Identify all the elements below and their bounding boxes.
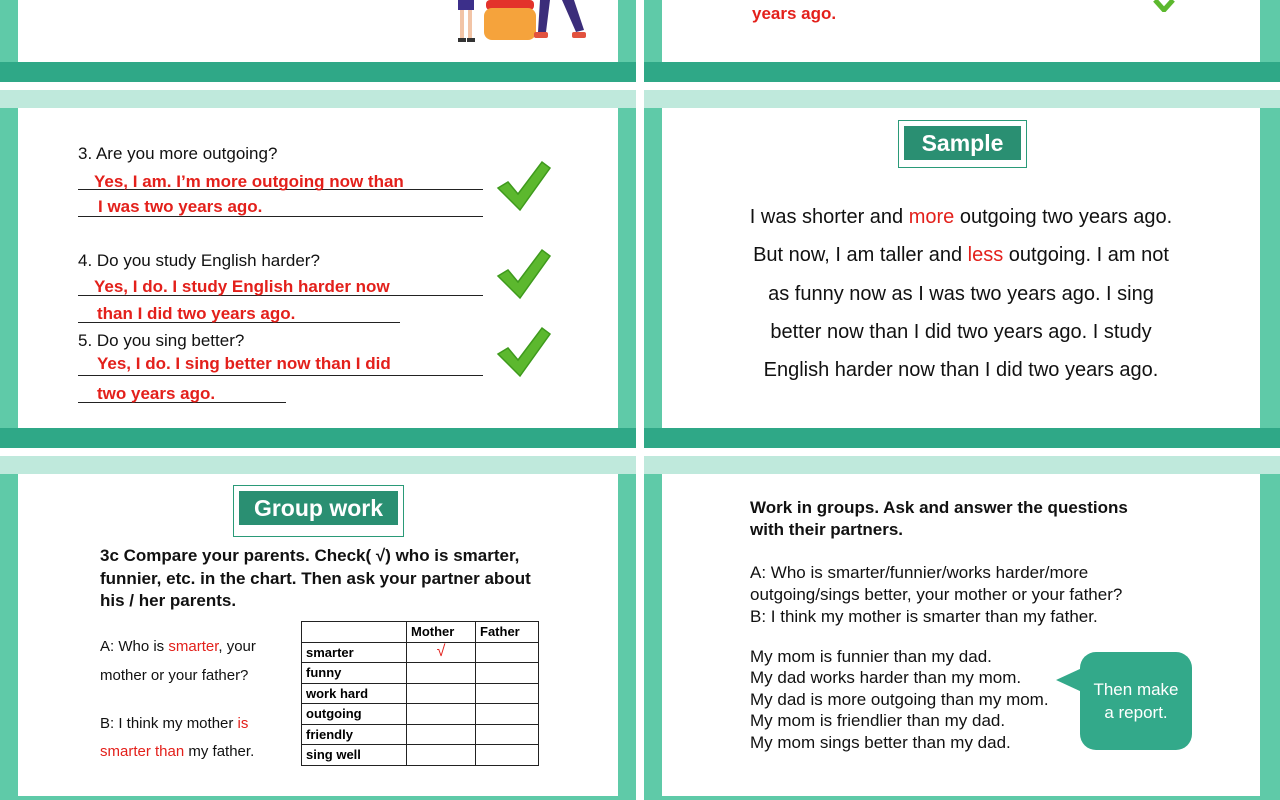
report-line: My mom is friendlier than my dad. [750, 711, 1006, 731]
answer-text: years ago. [752, 4, 837, 23]
slide-top-band [644, 90, 1280, 108]
slide-top-left[interactable] [0, 0, 636, 82]
slide-top-band [0, 90, 636, 108]
dialogue-a: A: Who is smarter, your [100, 638, 256, 655]
answer-3-line1: Yes, I am. I’m more outgoing now than [94, 172, 404, 191]
slide-bottom-band [0, 428, 636, 448]
report-line: My dad is more outgoing than my mom. [750, 689, 1049, 709]
check-mark-icon [1149, 0, 1179, 12]
check-cell[interactable]: √ [407, 642, 476, 663]
people-illustration [450, 0, 600, 45]
qa-dialogue: A: Who is smarter/funnier/works harder/more outgoing/sings better, your mother or your father? B: I think my mother is smarter than my father. [750, 563, 1123, 626]
check-cell[interactable] [476, 683, 539, 704]
answer-5-line2: two years ago. [97, 384, 216, 403]
check-mark-icon [496, 326, 552, 378]
check-mark-icon [496, 160, 552, 212]
check-cell[interactable] [407, 704, 476, 725]
table-header-row: Mother Father [302, 622, 539, 643]
answer-line [78, 375, 483, 376]
answer-3-line2: I was two years ago. [98, 197, 263, 216]
question-3: 3. Are you more outgoing? [78, 144, 278, 163]
report-line: My mom is funnier than my dad. [750, 647, 992, 666]
slide-questions[interactable] [0, 90, 636, 448]
slide-bottom-band [644, 428, 1280, 448]
sample-line: as funny now as I was two years ago. I sing [768, 282, 1154, 305]
sample-line: better now than I did two years ago. I study [770, 320, 1152, 343]
check-cell[interactable] [476, 745, 539, 766]
group-work-title: Group work [239, 491, 398, 525]
check-cell[interactable] [476, 724, 539, 745]
table-row: smarter √ [302, 642, 539, 663]
sample-line: But now, I am taller and less outgoing. I am not [753, 244, 1169, 267]
slide-top-band [644, 456, 1280, 474]
dialogue-a-cont: mother or your father? [100, 667, 249, 684]
check-cell[interactable] [476, 642, 539, 663]
question-5: 5. Do you sing better? [78, 331, 245, 350]
sample-paragraph [662, 198, 1260, 389]
check-cell[interactable] [476, 663, 539, 684]
table-row: outgoing [302, 704, 539, 725]
table-row: funny [302, 663, 539, 684]
dialogue-b: B: I think my mother is [100, 715, 249, 732]
answer-4-line2: than I did two years ago. [97, 304, 296, 323]
report-line: My mom sings better than my dad. [750, 732, 1011, 752]
report-line: My dad works harder than my mom. [750, 668, 1022, 688]
check-cell[interactable] [407, 745, 476, 766]
slide-bottom-band [0, 62, 636, 82]
slide-top-band [0, 456, 636, 474]
check-cell[interactable] [407, 724, 476, 745]
slide-top-right[interactable] [644, 0, 1280, 82]
sample-line: I was shorter and more outgoing two years ago. [749, 206, 1173, 228]
instruction-heading: Work in groups. Ask and answer the questions with their partners. [750, 498, 1128, 539]
table-row: friendly [302, 724, 539, 745]
check-mark-icon [496, 248, 552, 300]
check-cell[interactable] [407, 663, 476, 684]
speech-bubble: Then make a report. [1080, 652, 1192, 750]
slide-sample[interactable] [644, 90, 1280, 448]
slide-work-in-groups[interactable] [644, 456, 1280, 800]
dialogue-b-cont: smarter than my father. [100, 743, 255, 760]
question-4: 4. Do you study English harder? [78, 251, 320, 270]
sample-title-box [898, 120, 1027, 168]
parents-comparison-table [301, 621, 539, 766]
answer-4-line1: Yes, I do. I study English harder now [94, 277, 390, 296]
instruction-3c: 3c Compare your parents. Check( √) who is smarter, funnier, etc. in the chart. Then ask your partner about his / her parents. [100, 546, 531, 610]
check-cell[interactable] [476, 704, 539, 725]
speech-bubble-pointer [1056, 668, 1082, 692]
sample-line: English harder now than I did two years ago. [763, 359, 1159, 382]
report-sentences [750, 646, 1049, 753]
table-row: sing well [302, 745, 539, 766]
table-row: work hard [302, 683, 539, 704]
slide-bottom-band [644, 62, 1280, 82]
group-work-title-box [233, 485, 404, 537]
sample-title: Sample [904, 126, 1021, 160]
slide-group-work[interactable] [0, 456, 636, 800]
answer-5-line1: Yes, I do. I sing better now than I did [97, 354, 391, 373]
check-cell[interactable] [407, 683, 476, 704]
